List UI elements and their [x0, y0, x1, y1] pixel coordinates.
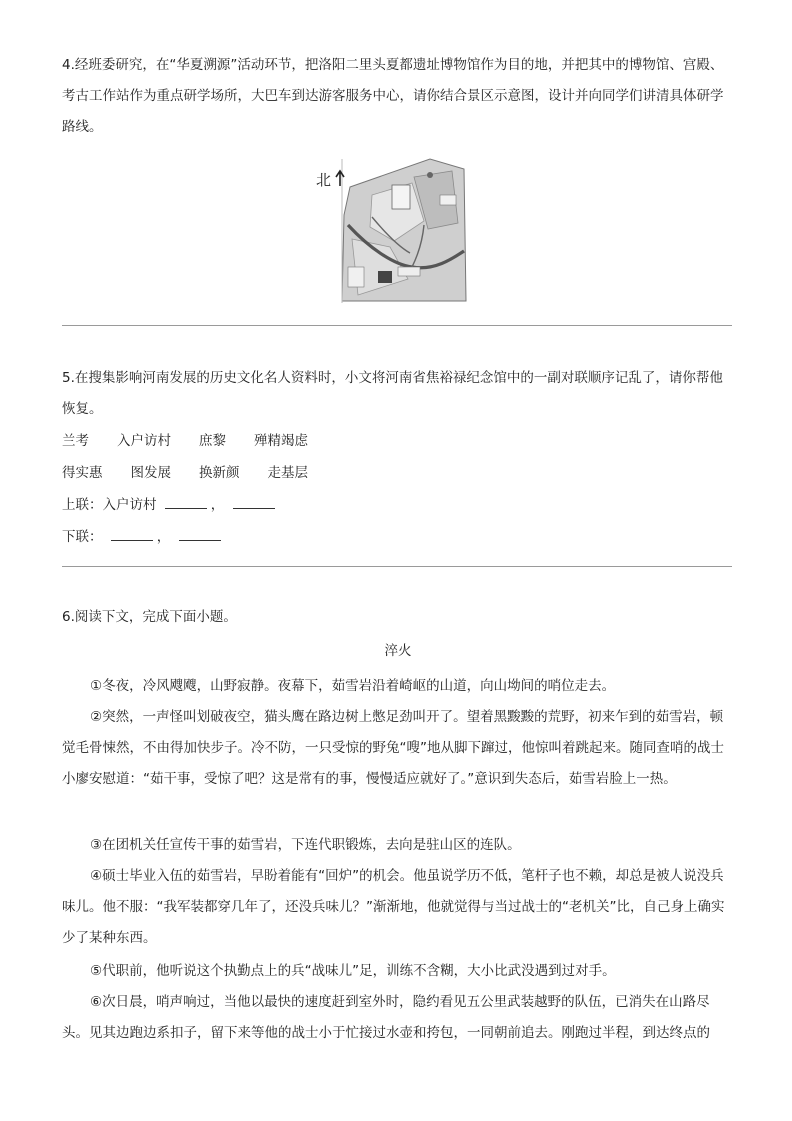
- comma: ，: [156, 529, 171, 545]
- section-divider: [62, 325, 732, 326]
- word-item: 殚精竭虑: [254, 433, 308, 449]
- answer-blank[interactable]: [111, 526, 153, 541]
- word-item: 入户访村: [117, 433, 171, 449]
- passage-paragraph: ⑤代职前，他听说这个执勤点上的兵“战味儿”足，训练不含糊，大小比武没遇到过对手。: [90, 963, 616, 979]
- passage-paragraph: ①冬夜，冷风飕飕，山野寂静。夜幕下，茹雪岩沿着崎岖的山道，向山坳间的哨位走去。: [90, 678, 616, 694]
- word-item: 得实惠: [62, 465, 103, 481]
- map-north-label: 北: [316, 171, 332, 189]
- answer-blank[interactable]: [179, 526, 221, 541]
- passage-paragraph: ⑥次日晨，哨声响过，当他以最快的速度赶到室外时，隐约看见五公里武装越野的队伍，已消失在山路尽头。见其边跑边系扣子，留下来等他的战士小于忙接过水壶和挎包，一同朝前追去。刚跑过半程，到达终点的: [62, 994, 710, 1041]
- word-item: 图发展: [130, 465, 171, 481]
- question-4-text: 4.经班委研究，在“华夏溯源”活动环节，把洛阳二里头夏都遗址博物馆作为目的地，并把其中的博物馆、宫殿、考古工作站作为重点研学场所，大巴车到达游客服务中心，请你结合景区示意图，设计并向同学们讲清具体研学路线。: [62, 57, 724, 135]
- answer-blank[interactable]: [233, 494, 275, 509]
- passage-paragraph: ③在团机关任宣传干事的茹雪岩，下连代职锻炼，去向是驻山区的连队。: [90, 837, 521, 853]
- passage-paragraph: ④硕士毕业入伍的茹雪岩，早盼着能有“回炉”的机会。他虽说学历不低，笔杆子也不赖，却总是被人说没兵味儿。他不服：“我军装都穿几年了，还没兵味儿？”渐渐地，他就觉得与当过战士的“老机关”比，自己身上确实少了某种东西。: [62, 868, 725, 946]
- answer-blank[interactable]: [165, 494, 207, 509]
- word-item: 兰考: [62, 433, 89, 449]
- question-5-text: 5.在搜集影响河南发展的历史文化名人资料时，小文将河南省焦裕禄纪念馆中的一副对联顺序记乱了，请你帮他恢复。: [62, 370, 723, 417]
- word-item: 换新颜: [199, 465, 240, 481]
- scenic-area-map: [312, 155, 482, 305]
- question-6-intro: 6.阅读下文，完成下面小题。: [62, 609, 237, 625]
- word-item: 庶黎: [199, 433, 226, 449]
- section-divider: [62, 566, 732, 567]
- comma: ，: [210, 497, 225, 513]
- word-item: 走基层: [267, 465, 308, 481]
- lower-couplet-line: [62, 526, 225, 548]
- lower-couplet-label: 下联：: [62, 529, 103, 545]
- upper-couplet-label: 上联：入户访村: [62, 497, 157, 513]
- upper-couplet-line: [62, 494, 279, 516]
- word-bank-row-2: [62, 462, 336, 484]
- north-arrow-icon: [336, 171, 344, 186]
- passage-title: 淬火: [384, 643, 412, 659]
- passage-paragraph: ②突然，一声怪叫划破夜空，猫头鹰在路边树上憋足劲叫开了。望着黑黢黢的荒野，初来乍到的茹雪岩，顿觉毛骨悚然，不由得加快步子。冷不防，一只受惊的野兔“嗖”地从脚下蹿过，他惊叫着跳起来。随同查哨的战士小廖安慰道：“茹干事，受惊了吧？这是常有的事，慢慢适应就好了。”意识到失态后，茹雪岩脸上一热。: [62, 709, 724, 787]
- word-bank-row-1: [62, 430, 336, 452]
